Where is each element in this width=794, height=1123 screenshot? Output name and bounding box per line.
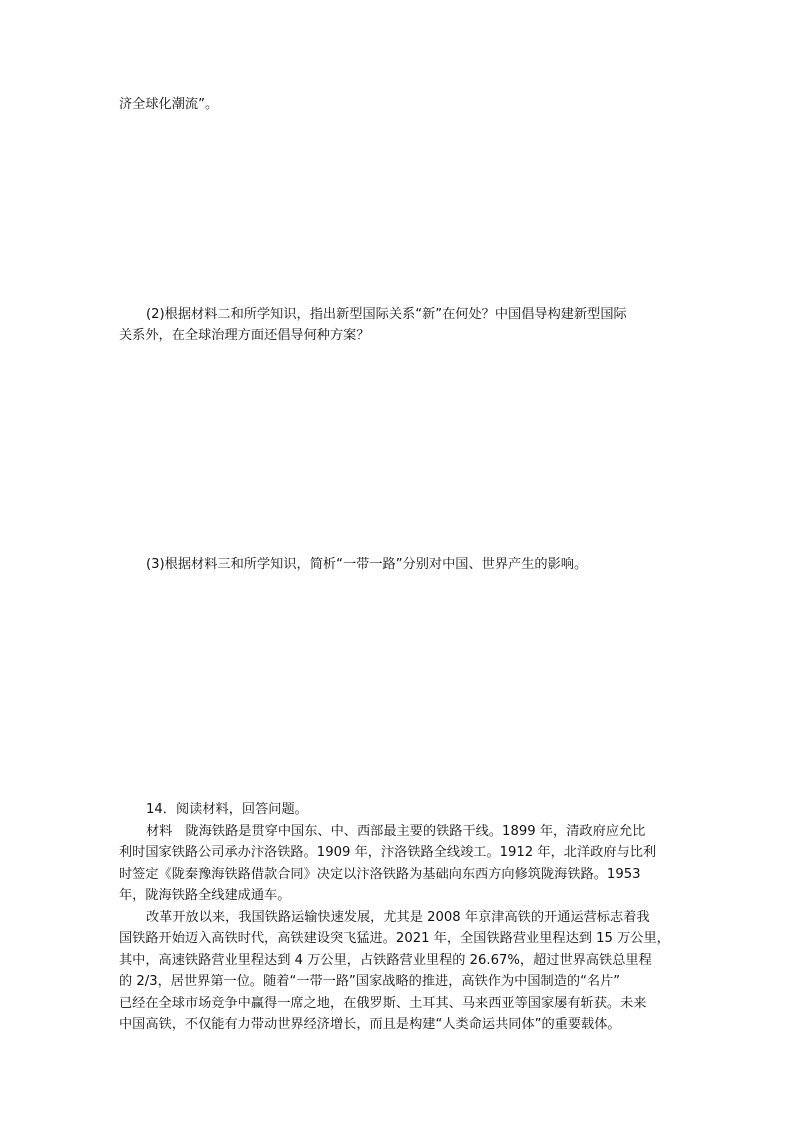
question-3-line-1: (3)根据材料三和所学知识，简析“一带一路”分别对中国、世界产生的影响。 — [146, 557, 588, 572]
material-para-1-line-1: 材料 陇海铁路是贯穿中国东、中、西部最主要的铁路干线。1899 年，清政府应允比 — [146, 824, 646, 839]
material-para-2-line-3: 其中，高速铁路营业里程达到 4 万公里，占铁路营业里程的 26.67%，超过世界高铁总里程 — [119, 953, 652, 968]
material-para-1-line-3: 时签定《陇秦豫海铁路借款合同》决定以汴洛铁路为基础向东西方向修筑陇海铁路。1953 — [119, 867, 641, 882]
question-14-heading: 14．阅读材料，回答问题。 — [146, 802, 308, 817]
material-para-2-line-6: 中国高铁，不仅能有力带动世界经济增长，而且是构建“人类命运共同体”的重要载体。 — [119, 1017, 621, 1032]
material-para-2-line-5: 已经在全球市场竞争中赢得一席之地，在俄罗斯、土耳其、马来西亚等国家屡有斩获。未来 — [119, 996, 647, 1011]
material-para-2-line-4: 的 2/3，居世界第一位。随着“一带一路”国家战略的推进，高铁作为中国制造的“名片” — [119, 974, 621, 989]
material-para-1-line-4: 年，陇海铁路全线建成通车。 — [119, 888, 291, 903]
material-para-2-line-1: 改革开放以来，我国铁路运输快速发展，尤其是 2008 年京津高铁的开通运营标志着我 — [146, 910, 650, 925]
question-1-tail: 济全球化潮流”。 — [119, 97, 219, 112]
material-para-2-line-2: 国铁路开始迈入高铁时代，高铁建设突飞猛进。2021 年，全国铁路营业里程达到 15 万公里， — [119, 931, 670, 946]
material-para-1-line-2: 利时国家铁路公司承办汴洛铁路。1909 年，汴洛铁路全线竣工。1912 年，北洋政府与比利 — [119, 845, 657, 860]
question-2-line-1: (2)根据材料二和所学知识，指出新型国际关系“新”在何处？中国倡导构建新型国际 — [146, 307, 627, 322]
question-2-line-2: 关系外，在全球治理方面还倡导何种方案？ — [119, 328, 370, 343]
